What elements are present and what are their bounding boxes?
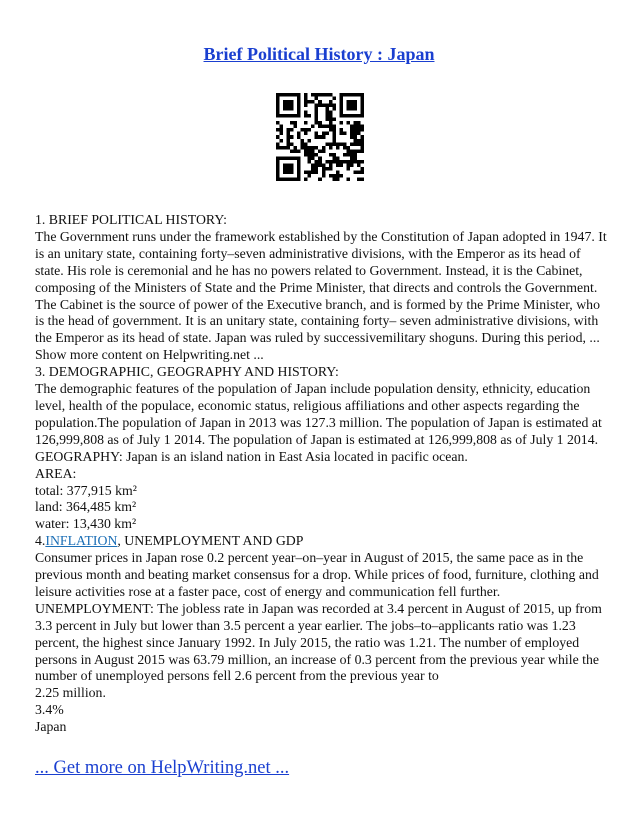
unemployment-rate: 3.4% [35,702,64,718]
page-title [0,44,638,65]
document-body [35,212,609,736]
area-heading: AREA: [35,465,77,481]
unemployed-value: 2.25 million. [35,685,106,701]
demographic-paragraph: The demographic features of the population of Japan include population density, ethnicity, education level, health of the populace, economic status, religious affiliations and other aspects regarding the population.The population of Japan in 2013 was 127.3 million. The population of Japan is estimated at 126,999,808 as of July 1 2014. The population of Japan is estimated at 126,999,808 as of July 1 2014. [35,381,602,447]
title-link[interactable]: Brief Political History : Japan [203,44,435,64]
geography-line: GEOGRAPHY: Japan is an island nation in East Asia located in pacific ocean. [35,448,468,464]
section-heading-rest: , UNEMPLOYMENT AND GDP [117,533,304,549]
political-history-paragraph: The Government runs under the framework established by the Constitution of Japan adopted in 1947. It is an unitary state, containing forty–seven administrative divisions, with the Emperor as its head of state. His role is ceremonial and he has no powers related to Government. Instead, it is the Cabinet, composing of the Ministers of State and the Prime Minister, that directs and controls the Government. The Cabinet is the source of power of the Executive branch, and is formed by the Prime Minister, who is the head of government. It is an unitary state, containing forty– seven administrative divisions, with the Emperor as its head of state. Japan was ruled by successivemilitary shoguns. During this period, ... Show more content on Helpwriting.net ... [35,228,607,363]
area-total: total: 377,915 km² [35,482,137,498]
section-heading-political-history: 1. BRIEF POLITICAL HISTORY: [35,212,227,227]
get-more-link[interactable]: ... Get more on HelpWriting.net ... [35,758,290,778]
inflation-link[interactable]: INFLATION [45,533,118,549]
country-label: Japan [35,719,67,735]
qr-code-icon [276,93,364,181]
footer-more [35,758,289,779]
area-water: water: 13,430 km² [35,516,137,532]
area-land: land: 364,485 km² [35,499,137,515]
section-heading-demographic: 3. DEMOGRAPHIC, GEOGRAPHY AND HISTORY: [35,364,339,380]
section-heading-inflation [35,533,609,550]
inflation-paragraph: Consumer prices in Japan rose 0.2 percent year–on–year in August of 2015, the same pace as in the previous month and beating market consensus for a drop. While prices of food, furniture, clothing and leisure activities rose at a faster pace, cost of energy and communication fell further. [35,550,599,599]
section-number: 4. [35,533,46,549]
unemployment-paragraph: UNEMPLOYMENT: The jobless rate in Japan was recorded at 3.4 percent in August of 2015, up from 3.3 percent in July but lower than 3.5 percent a year earlier. The jobs–to–applicants ratio was 1.23 percent, the highest since January 1992. In July 2015, the ratio was 1.21. The number of employed persons in August 2015 was 63.79 million, an increase of 0.3 percent from the previous year while the number of unemployed persons fell 2.6 percent from the previous year to [35,600,602,684]
